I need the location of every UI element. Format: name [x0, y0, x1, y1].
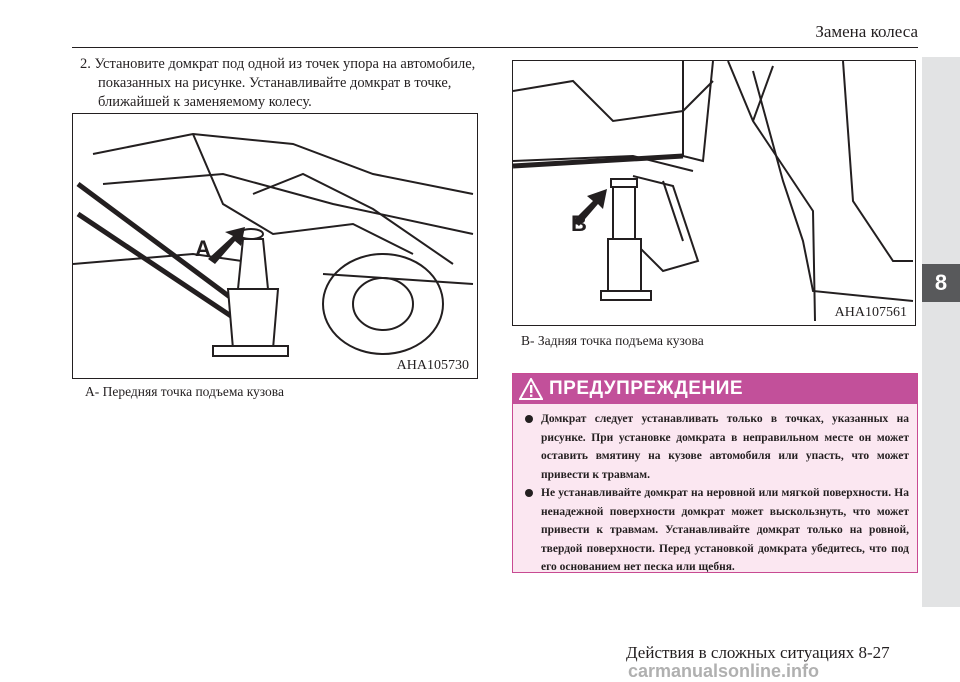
bullet-icon: [525, 489, 533, 497]
warning-box: [512, 373, 918, 573]
warning-item-text: Домкрат следует устанавливать только в точках, указанных на рисунке. При установке домкрата в неправильном месте он может оставить вмятину на кузове автомобиля или упасть, что может привести к травмам.: [541, 413, 909, 481]
warning-header: [513, 374, 917, 404]
figure-b-marker: B: [571, 211, 587, 236]
header-rule: [72, 47, 918, 48]
figure-a-code: AHA105730: [396, 358, 469, 373]
chapter-badge: 8: [922, 264, 960, 302]
front-jack-illustration: [73, 114, 477, 378]
step-instruction: 2. Установите домкрат под одной из точек упора на автомобиле, показанных на рисунке. Устанавливайте домкрат в точке, ближайшей к заменяемому колесу.: [80, 56, 476, 110]
warning-triangle-icon: [519, 378, 543, 400]
warning-title: ПРЕДУПРЕЖДЕНИЕ: [549, 378, 744, 399]
rear-jack-illustration: [513, 61, 915, 325]
chapter-side-tab: [922, 57, 960, 607]
figure-front-jack-point: [72, 113, 478, 379]
bullet-icon: [525, 415, 533, 423]
warning-item: [525, 410, 909, 484]
page-header-title: Замена колеса: [815, 22, 918, 41]
warning-item-text: Не устанавливайте домкрат на неровной или мягкой поверхности. На ненадежной поверхности домкрат может выскользнуть, что может привести к травмам. Устанавливайте домкрат только на ровной, твердой поверхности. Перед установкой домкрата убедитесь, что под его основанием нет песка или щебня.: [541, 487, 909, 573]
figure-b-caption: B- Задняя точка подъема кузова: [521, 333, 704, 348]
warning-list: [513, 404, 917, 577]
figure-a-caption: A- Передняя точка подъема кузова: [85, 384, 284, 399]
warning-item: [525, 484, 909, 577]
figure-b-code: AHA107561: [834, 305, 907, 320]
figure-rear-jack-point: [512, 60, 916, 326]
page-footer: Действия в сложных ситуациях 8-27: [626, 643, 890, 662]
figure-a-marker: A: [195, 236, 211, 261]
watermark: carmanualsonline.info: [628, 661, 820, 681]
